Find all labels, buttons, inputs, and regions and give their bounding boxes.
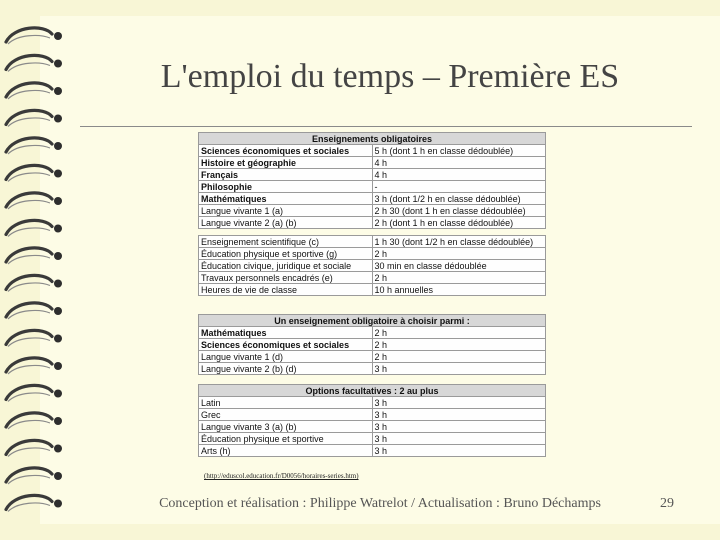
table-row [199, 351, 546, 363]
subject-cell: Arts (h) [199, 445, 373, 457]
hours-cell: 1 h 30 (dont 1/2 h en classe dédoublée) [372, 236, 546, 248]
subject-cell: Sciences économiques et sociales [199, 145, 373, 157]
table-row [199, 363, 546, 375]
hours-cell: 3 h [372, 433, 546, 445]
subject-cell: Philosophie [199, 181, 373, 193]
table-row [199, 181, 546, 193]
hours-cell: 2 h [372, 327, 546, 339]
subject-cell: Travaux personnels encadrés (e) [199, 272, 373, 284]
table-choice [198, 314, 546, 375]
hours-cell: 2 h [372, 351, 546, 363]
table-row [199, 409, 546, 421]
hours-cell: 3 h [372, 421, 546, 433]
table-row [199, 193, 546, 205]
subject-cell: Éducation physique et sportive [199, 433, 373, 445]
subject-cell: Enseignement scientifique (c) [199, 236, 373, 248]
hours-cell: 2 h 30 (dont 1 h en classe dédoublée) [372, 205, 546, 217]
slide-title: L'emploi du temps – Première ES [160, 58, 620, 95]
table-row [199, 339, 546, 351]
subject-cell: Mathématiques [199, 193, 373, 205]
title-divider [80, 126, 692, 127]
slide-footer: Conception et réalisation : Philippe Watrelot / Actualisation : Bruno Déchamps [159, 496, 601, 511]
subject-cell: Heures de vie de classe [199, 284, 373, 296]
subject-cell: Histoire et géographie [199, 157, 373, 169]
subject-cell: Éducation civique, juridique et sociale [199, 260, 373, 272]
table-row [199, 272, 546, 284]
table-row [199, 157, 546, 169]
hours-cell: 3 h [372, 397, 546, 409]
source-link[interactable]: (http://eduscol.education.fr/D0056/horaires-series.htm) [204, 472, 359, 480]
hours-cell: 4 h [372, 169, 546, 181]
table-row [199, 260, 546, 272]
table-row [199, 421, 546, 433]
subject-cell: Éducation physique et sportive (g) [199, 248, 373, 260]
subject-cell: Français [199, 169, 373, 181]
hours-cell: 3 h [372, 409, 546, 421]
hours-cell: 3 h [372, 445, 546, 457]
subject-cell: Sciences économiques et sociales [199, 339, 373, 351]
table-header: Enseignements obligatoires [199, 133, 546, 145]
table-obligatory [198, 132, 546, 296]
subject-cell: Grec [199, 409, 373, 421]
hours-cell: 2 h [372, 339, 546, 351]
hours-cell: 5 h (dont 1 h en classe dédoublée) [372, 145, 546, 157]
hours-cell: - [372, 181, 546, 193]
table-spacer [199, 229, 546, 236]
hours-cell: 30 min en classe dédoublée [372, 260, 546, 272]
table-row [199, 397, 546, 409]
table-header: Un enseignement obligatoire à choisir parmi : [199, 315, 546, 327]
subject-cell: Mathématiques [199, 327, 373, 339]
table-row [199, 327, 546, 339]
hours-cell: 4 h [372, 157, 546, 169]
table-options [198, 384, 546, 457]
table-row [199, 169, 546, 181]
subject-cell: Langue vivante 3 (a) (b) [199, 421, 373, 433]
hours-cell: 2 h (dont 1 h en classe dédoublée) [372, 217, 546, 229]
page-number: 29 [660, 496, 674, 511]
table-row [199, 205, 546, 217]
subject-cell: Langue vivante 1 (a) [199, 205, 373, 217]
table-row [199, 145, 546, 157]
subject-cell: Latin [199, 397, 373, 409]
table-row [199, 284, 546, 296]
table-header: Options facultatives : 2 au plus [199, 385, 546, 397]
table-row [199, 236, 546, 248]
hours-cell: 2 h [372, 272, 546, 284]
subject-cell: Langue vivante 2 (b) (d) [199, 363, 373, 375]
hours-cell: 10 h annuelles [372, 284, 546, 296]
table-row [199, 445, 546, 457]
spiral-binding-icon [0, 20, 80, 520]
subject-cell: Langue vivante 1 (d) [199, 351, 373, 363]
table-row [199, 217, 546, 229]
hours-cell: 3 h (dont 1/2 h en classe dédoublée) [372, 193, 546, 205]
table-row [199, 248, 546, 260]
hours-cell: 3 h [372, 363, 546, 375]
subject-cell: Langue vivante 2 (a) (b) [199, 217, 373, 229]
table-row [199, 433, 546, 445]
hours-cell: 2 h [372, 248, 546, 260]
